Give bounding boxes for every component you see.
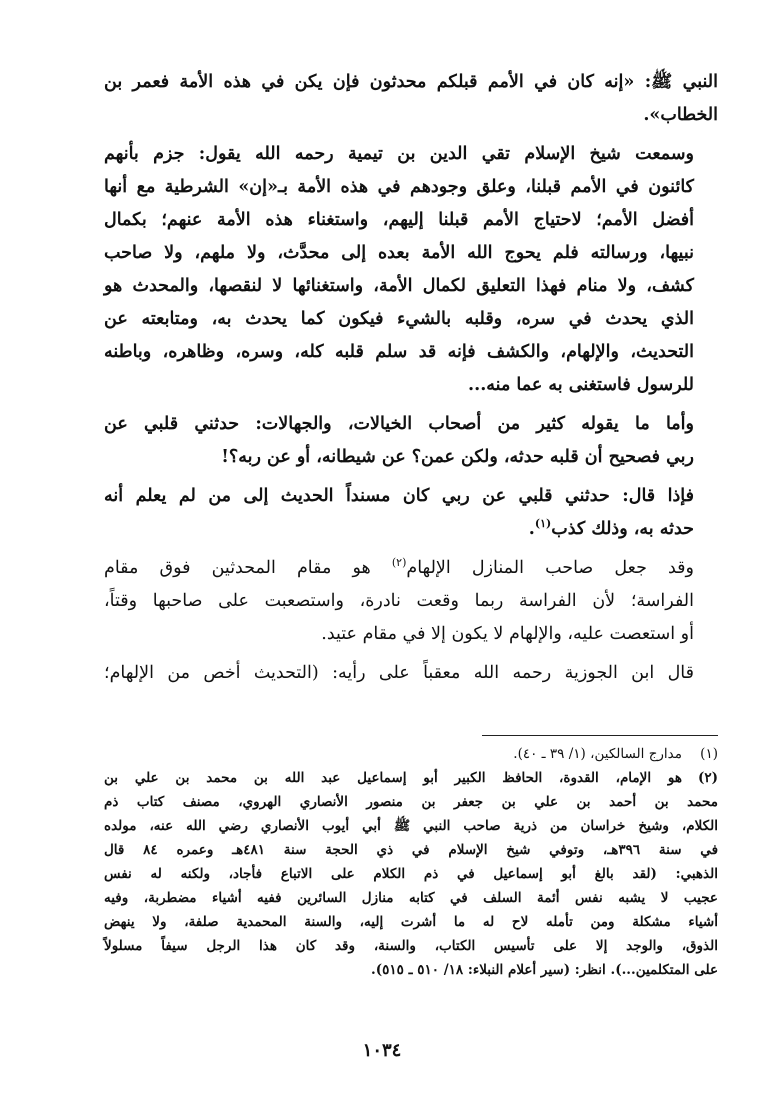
text-line: للرسول فاستغنى به عما منه... (468, 375, 694, 395)
text-line: التحديث، والإلهام، والكشف فإنه قد سلم قلبه كله، وسره، وظاهره، وباطنه (104, 342, 694, 362)
footnote-line: في سنة ٣٩٦هـ، وتوفي شيخ الإسلام في ذي الحجة سنة ٤٨١هـ وعمره ٨٤ قال (104, 842, 719, 858)
footnote-text: هو الإمام، القدوة، الحافظ الكبير أبو إسماعيل عبد الله بن محمد بن علي بن (104, 770, 682, 786)
text-fragment: هو مقام المحدثين فوق مقام (104, 558, 392, 578)
footnotes (104, 742, 718, 982)
footnote-2 (104, 766, 718, 982)
text-line: النبي ﷺ: «إنه كان في الأمم قبلكم محدثون فإن يكن في هذه الأمة فعمر بن (104, 72, 718, 92)
text-fragment: حدثه به، وذلك كذب (551, 519, 694, 539)
footnote-1 (104, 742, 718, 766)
text-line: أو استعصت عليه، والإلهام لا يكون إلا في مقام عتيد. (321, 624, 694, 644)
text-line: كشف، ولا منام فهذا التعليق لكمال الأمة، واستغنائها لا لنقصها، والمحدث هو (104, 276, 695, 296)
text-line: الفراسة؛ لأن الفراسة ربما وقعت نادرة، واستصعبت على صاحبها وقتاً، (104, 591, 694, 611)
text-line (104, 513, 718, 546)
footnote-number: (٢) (697, 770, 718, 786)
page-number: ١٠٣٤ (362, 1040, 402, 1061)
footnote-line: الكلام، وشيخ خراسان من ذرية صاحب النبي ﷺ أبي أيوب الأنصاري رضي الله عنه، مولده (104, 818, 718, 834)
text-line: وأما ما يقوله كثير من أصحاب الخيالات، والجهالات: حدثني قلبي عن (104, 414, 694, 434)
footnote-line: أشياء مشكلة ومن تأمله لاح له ما أشرت إليه، والسنة المحمدية صلفة، ولا ينهض (104, 914, 718, 930)
text-fragment: . (528, 519, 535, 539)
paragraph-2 (104, 138, 718, 402)
footnote-line (104, 766, 718, 790)
footnote-line: محمد بن أحمد بن علي بن جعفر بن منصور الأنصاري الهروي، مصنف كتاب ذم (104, 794, 718, 810)
footnote-ref-1[interactable]: (١) (534, 517, 552, 531)
paragraph-3 (104, 408, 718, 474)
text-line: أفضل الأمم؛ لاحتياج الأمم قبلنا إليهم، واستغناء هذه الأمة عنهم؛ بكمال (104, 210, 694, 230)
text-line (104, 552, 718, 585)
text-line: وسمعت شيخ الإسلام تقي الدين بن تيمية رحمه الله يقول: جزم بأنهم (104, 144, 694, 164)
text-line: نبيها، ورسالته فلم يحوج الله الأمة بعده إلى محدَّث، ولا ملهم، ولا صاحب (104, 243, 694, 263)
footnote-text: مدارج السالكين، (١/ ٣٩ ـ ٤٠). (513, 746, 682, 762)
text-line: فإذا قال: حدثني قلبي عن ربي كان مسنداً الحديث إلى من لم يعلم أنه (104, 486, 694, 506)
text-line: كائنون في الأمم قبلنا، وعلق وجودهم في هذه الأمة بـ«إن» الشرطية مع أنها (104, 177, 694, 197)
footnote-line: الذهبي: (لقد بالغ أبو إسماعيل في ذم الكلام على الاتباع فأجاد، ولكنه له نفس (104, 866, 718, 882)
text-line: الخطاب». (643, 105, 718, 125)
footnote-line: عجيب لا يشبه نفس أئمة السلف في كتابه منازل السائرين ففيه أشياء مضطربة، وفيه (104, 890, 718, 906)
footnote-line: على المتكلمين...). انظر: (سير أعلام النبلاء: ١٨/ ٥١٠ ـ ٥١٥). (371, 962, 718, 978)
text-line: ربي فصحيح أن قلبه حدثه، ولكن عمن؟ عن شيطانه، أو عن ربه؟! (221, 447, 694, 467)
paragraph-1 (104, 66, 718, 132)
main-text (104, 66, 718, 690)
paragraph-6 (104, 657, 718, 690)
paragraph-5 (104, 552, 718, 651)
footnote-divider (482, 735, 718, 736)
footnote-line: الذوق، والوجد إلا على تأسيس الكتاب، والسنة، وقد كان هذا الرجل سيفاً مسلولاً (104, 938, 718, 954)
text-fragment: وقد جعل صاحب المنازل الإلهام (406, 558, 694, 578)
text-line: الذي يحدث في سره، وقلبه بالشيء فيكون كما يحدث به، ومتابعته عن (104, 309, 694, 329)
footnote-line (104, 742, 718, 766)
footnote-number: (١) (700, 746, 718, 762)
text-line: قال ابن الجوزية رحمه الله معقباً على رأيه: (التحديث أخص من الإلهام؛ (104, 663, 694, 683)
paragraph-4 (104, 480, 718, 546)
footnote-ref-2[interactable]: (٢) (391, 556, 407, 570)
